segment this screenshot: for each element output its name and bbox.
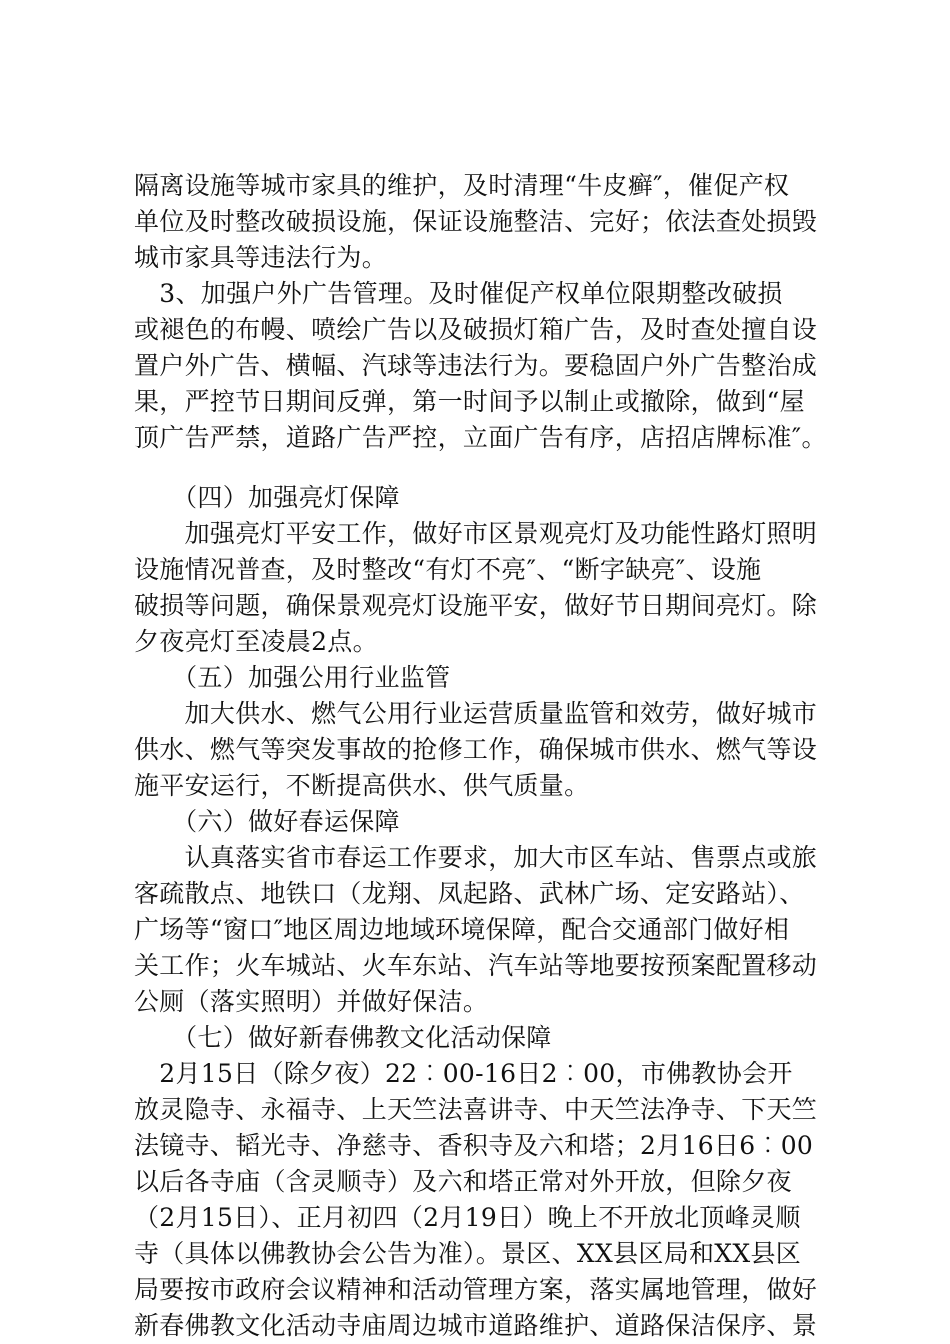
section-heading: （五）加强公用行业监管: [134, 663, 451, 692]
text-line: 果，严控节日期间反弹，第一时间予以制止或撤除，做到“屋: [134, 387, 805, 416]
text-line: 隔离设施等城市家具的维护，及时清理“牛皮癣″，催促产权: [134, 171, 790, 200]
text-line: 新春佛教文化活动寺庙周边城市道路维护、道路保洁保序、景: [134, 1311, 818, 1340]
text-line: 施平安运行，不断提高供水、供气质量。: [134, 771, 590, 800]
text-line: 顶广告严禁，道路广告严控，立面广告有序，店招店牌标准″。: [134, 423, 827, 452]
text-line: 放灵隐寺、永福寺、上天竺法喜讲寺、中天竺法净寺、下天竺: [134, 1095, 818, 1124]
text-line: 局要按市政府会议精神和活动管理方案，落实属地管理，做好: [134, 1275, 818, 1304]
text-line: 单位及时整改破损设施，保证设施整洁、完好；依法查处损毁: [134, 207, 818, 236]
text-line: 2月15日（除夕夜）22︰00-16日2︰00，市佛教协会开: [134, 1059, 793, 1088]
text-line: 夕夜亮灯至凌晨2点。: [134, 627, 378, 656]
text-line: 破损等问题，确保景观亮灯设施平安，做好节日期间亮灯。除: [134, 591, 818, 620]
text-line: 法镜寺、韬光寺、净慈寺、香积寺及六和塔；2月16日6︰00: [134, 1131, 814, 1160]
text-line: 以后各寺庙（含灵顺寺）及六和塔正常对外开放，但除夕夜: [134, 1167, 792, 1196]
text-line: 城市家具等违法行为。: [134, 243, 388, 272]
text-line: 客疏散点、地铁口（龙翔、凤起路、武林广场、定安路站）、: [134, 879, 805, 908]
section-heading: （四）加强亮灯保障: [134, 483, 400, 512]
section-heading: （六）做好春运保障: [134, 807, 400, 836]
text-line: 置户外广告、横幅、汽球等违法行为。要稳固户外广告整治成: [134, 351, 818, 380]
text-line: 3、加强户外广告管理。及时催促产权单位限期整改破损: [134, 279, 783, 308]
text-line: 关工作；火车城站、火车东站、汽车站等地要按预案配置移动: [134, 951, 818, 980]
text-line: 设施情况普查，及时整改“有灯不亮″、“断字缺亮″、设施: [134, 555, 762, 584]
text-line: 或褪色的布幔、喷绘广告以及破损灯箱广告，及时查处擅自设: [134, 315, 818, 344]
text-line: 广场等“窗口″地区周边地域环境保障，配合交通部门做好相: [134, 915, 790, 944]
section-heading: （七）做好新春佛教文化活动保障: [134, 1023, 552, 1052]
text-line: 认真落实省市春运工作要求，加大市区车站、售票点或旅: [134, 843, 818, 872]
text-line: （2月15日）、正月初四（2月19日）晚上不开放北顶峰灵顺: [134, 1203, 801, 1232]
text-line: 加大供水、燃气公用行业运营质量监管和效劳，做好城市: [134, 699, 818, 728]
text-line: 公厕（落实照明）并做好保洁。: [134, 987, 489, 1016]
text-line: 供水、燃气等突发事故的抢修工作，确保城市供水、燃气等设: [134, 735, 818, 764]
text-line: 加强亮灯平安工作，做好市区景观亮灯及功能性路灯照明: [134, 519, 818, 548]
text-line: 寺（具体以佛教协会公告为准）。景区、XX县区局和XX县区: [134, 1239, 802, 1268]
